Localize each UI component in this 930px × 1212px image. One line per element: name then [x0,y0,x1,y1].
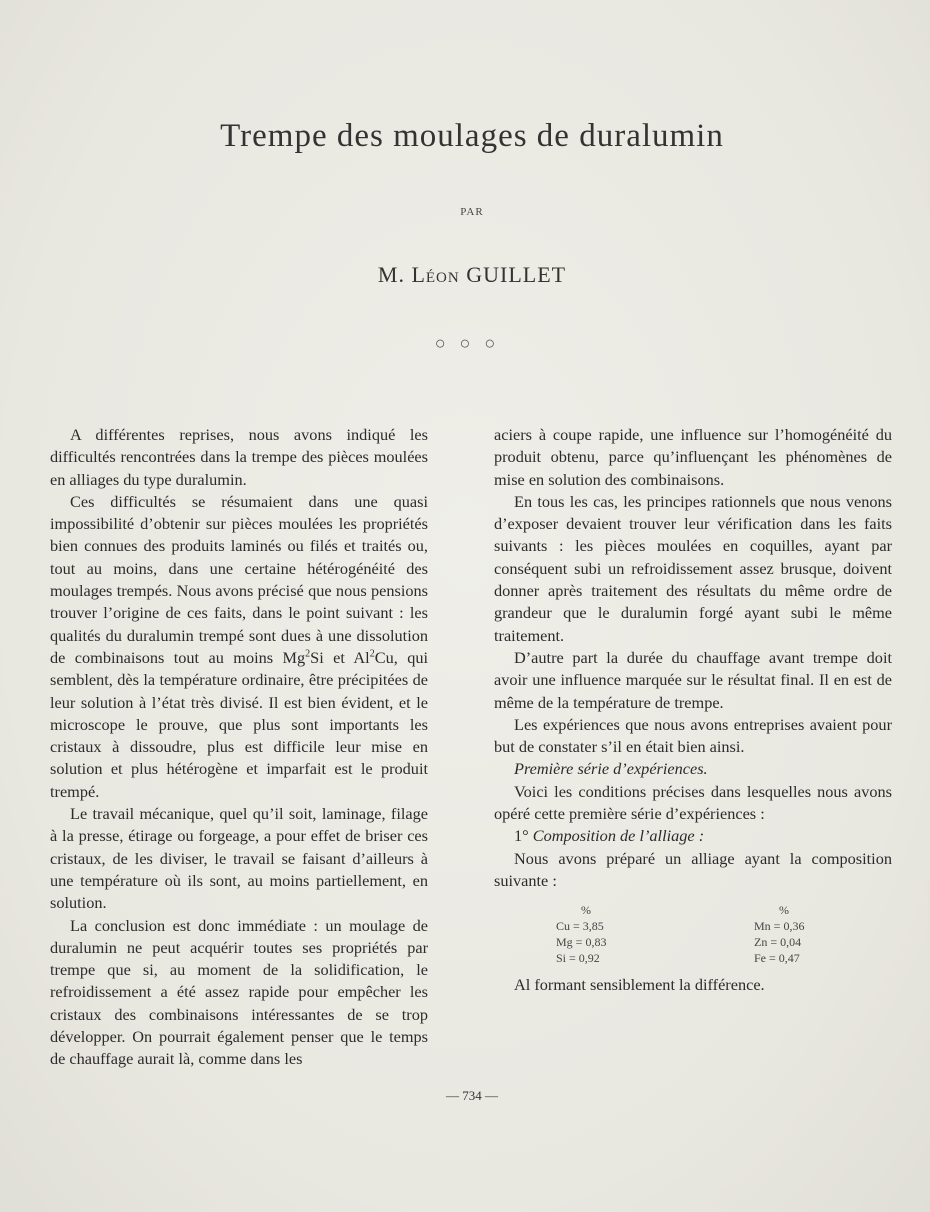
byline-par: PAR [460,206,484,218]
paragraph: Al formant sensiblement la différence. [514,975,765,995]
list-item [494,825,892,847]
author-prefix: M. [377,262,412,287]
author-first-name: Léon [411,262,460,287]
unit-label: % [581,903,591,918]
left-column [50,424,428,1071]
composition-column-1 [556,902,656,966]
paragraph: Les expériences que nous avons entreprises avaient pour but de constater s’il en était bien ainsi. [494,714,892,757]
composition-row: Fe = 0,47 [754,951,800,966]
paragraph: La conclusion est donc immédiate : un moulage de duralumin ne peut acquérir toutes ses propriétés par trempe que si, au moment de la solidification, le refroidissement a été assez rapide pour empêcher les cristaux des combinaisons intéressantes de se trop développer. On pourrait également penser que le temps de chauffage aurait là, comme dans les [50,915,428,1069]
unit-label: % [779,903,789,918]
right-column [494,424,892,997]
paragraph-text: Ces difficultés se résumaient dans une quasi impossibilité d’obtenir sur pièces moulées les propriétés bien connues des produits laminés ou filés et traités ou, tout au moins, dans une certaine hétérogénéité des moulages trempés. Nous avons précisé que nous pensions trouver l’origine de ces faits, dans le point suivant : les qualités du duralumin trempé sont dues à une dissolution de combinaisons tout au moins Mg [50,491,428,667]
author-name [0,262,930,288]
paragraph: En tous les cas, les principes rationnels que nous venons d’exposer devaient trouver leur vérification dans les faits suivants : les pièces moulées en coquilles, ayant par conséquent subi un refroidissement assez brusque, doivent donner après traitement des résultats du même ordre de grandeur que le duralumin forgé ayant subi le même traitement. [494,491,892,645]
paragraph: Le travail mécanique, quel qu’il soit, laminage, filage à la presse, étirage ou forgeage, a pour effet de briser ces cristaux, de les diviser, le travail se faisant d’ailleurs à une température où ils sont, au moins partiellement, en solution. [50,804,428,913]
composition-table [494,902,892,974]
page-number: — 734 — [446,1088,498,1103]
item-number: 1° [514,826,529,846]
paragraph: A différentes reprises, nous avons indiqué les difficultés rencontrées dans la trempe des pièces moulées en alliages du type duralumin. [50,425,428,489]
paragraph: Voici les conditions précises dans lesquelles nous avons opéré cette première série d’expériences : [494,781,892,824]
ornament-circles: ○○○ [434,333,510,353]
paragraph [50,491,428,803]
composition-row: Cu = 3,85 [556,919,604,934]
superscript: 2 [305,648,311,660]
item-label: Composition de l’alliage : [532,826,705,846]
paragraph: aciers à coupe rapide, une influence sur l’homogénéité du produit obtenu, parce qu’influençant les phénomènes de mise en solution des combinaisons. [494,425,892,489]
composition-row: Zn = 0,04 [754,935,802,950]
composition-row: Mg = 0,83 [556,935,607,950]
paragraph-text: Si et Al [310,647,370,667]
paragraph: D’autre part la durée du chauffage avant trempe doit avoir une influence marquée sur le résultat final. Il en est de même de la température de trempe. [494,647,892,712]
composition-row: Si = 0,92 [556,951,600,966]
composition-row: Mn = 0,36 [754,919,805,934]
composition-column-2 [754,902,854,966]
paragraph-text: Cu, qui semblent, dès la température ordinaire, être précipitées de leur solution à l’état très divisé. Il est bien évident, et le microscope le prouve, que plus sont importants les cristaux à dissoudre, plus est difficile leur mise en solution et plus hétérogène et imparfait est le produit trempé. [50,647,429,801]
paragraph: Nous avons préparé un alliage ayant la composition suivante : [494,848,892,890]
section-title: Première série d’expériences. [514,759,708,779]
article-title: Trempe des moulages de duralumin [220,118,724,154]
superscript: 2 [369,648,375,660]
author-last-name: GUILLET [459,262,567,287]
